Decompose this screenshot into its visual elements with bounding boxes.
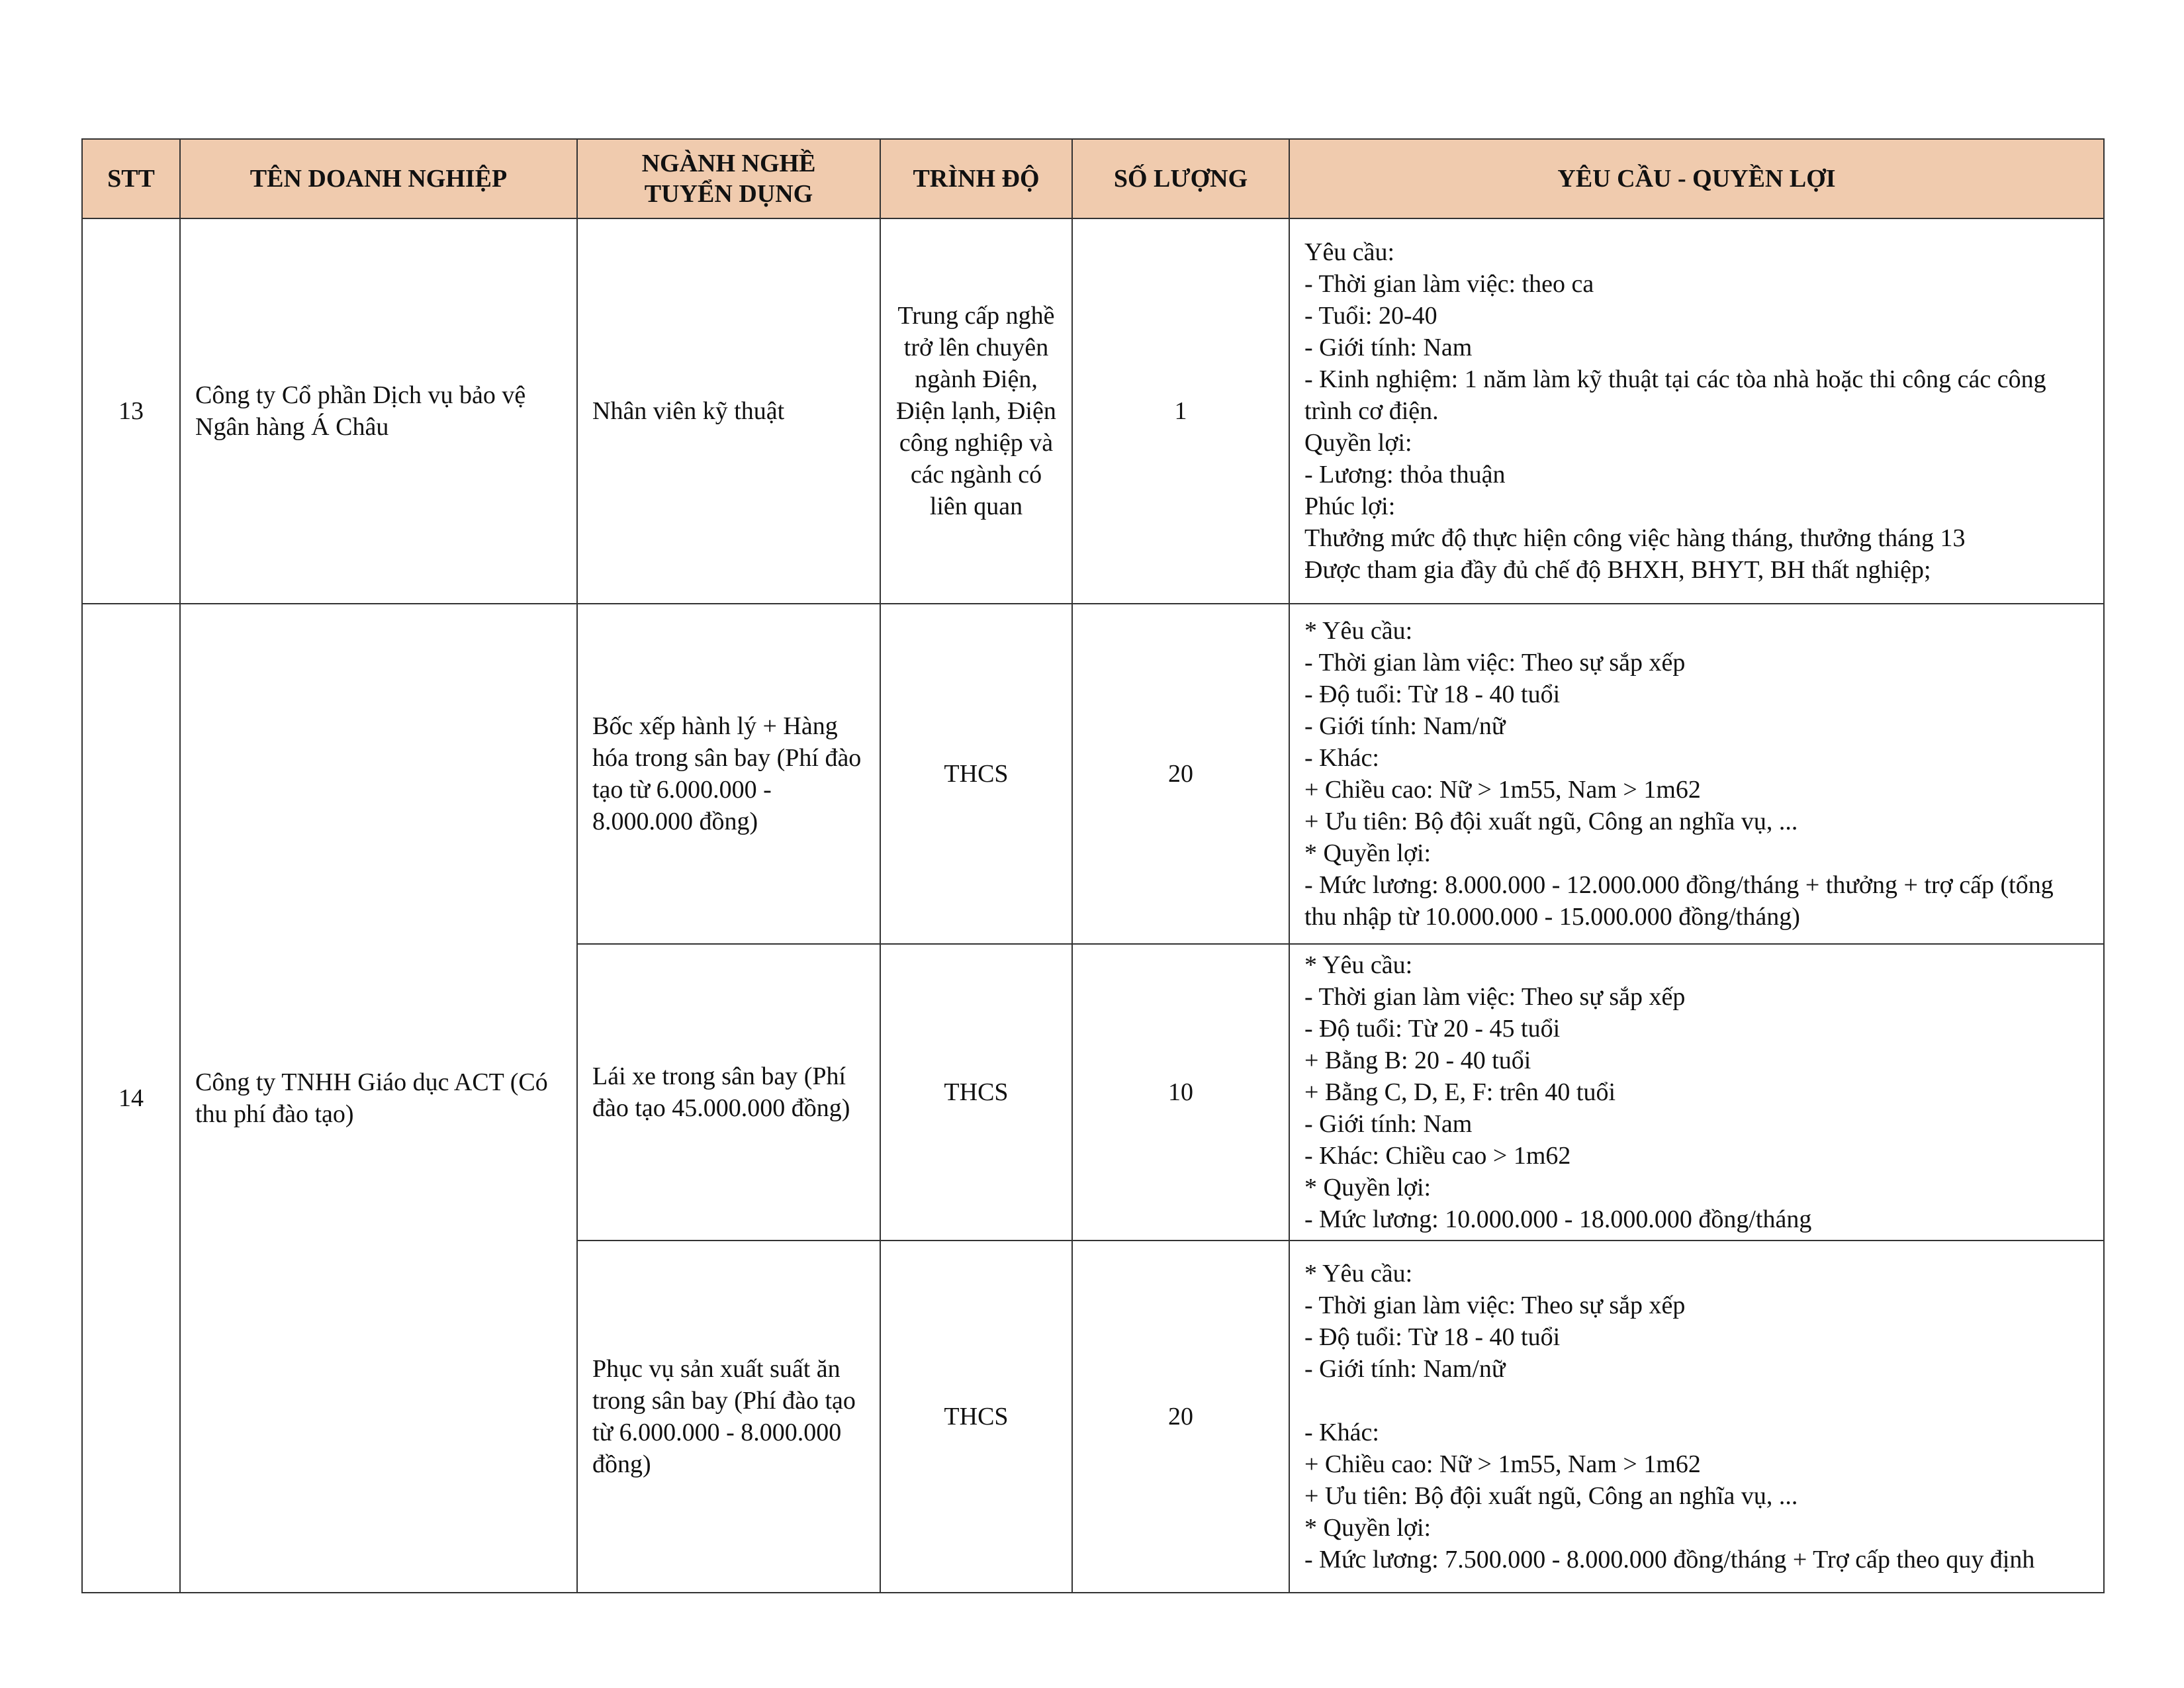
header-quantity: SỐ LƯỢNG [1072,139,1289,218]
table-row [82,218,2104,604]
quantity-cell: 10 [1072,944,1289,1241]
level-cell: Trung cấp nghề trở lên chuyên ngành Điện, Điện lạnh, Điện công nghiệp và các ngành có liên quan [880,218,1072,604]
requirement-line: - Mức lương: 8.000.000 - 12.000.000 đồng/tháng + thưởng + trợ cấp (tổng thu nhập từ 10.000.000 - 15.000.000 đồng/tháng) [1304,871,2060,931]
requirement-line: - Lương: thỏa thuận [1304,461,1506,489]
requirement-line: Phúc lợi: [1304,492,1396,520]
requirement-line: - Thời gian làm việc: theo ca [1304,270,1594,298]
recruitment-table [81,138,2105,1593]
quantity-cell: 1 [1072,218,1289,604]
requirement-line: - Giới tính: Nam [1304,334,1473,361]
requirement-line: - Kinh nghiệm: 1 năm làm kỹ thuật tại các tòa nhà hoặc thi công các công trình cơ điện. [1304,365,2053,425]
requirement-line: + Bằng C, D, E, F: trên 40 tuổi [1304,1078,1616,1106]
requirement-line: * Quyền lợi: [1304,839,1432,867]
occupation-cell: Bốc xếp hành lý + Hàng hóa trong sân bay (Phí đào tạo từ 6.000.000 - 8.000.000 đồng) [577,604,880,944]
requirement-line: - Độ tuổi: Từ 18 - 40 tuổi [1304,1323,1561,1351]
header-requirements: YÊU CẦU - QUYỀN LỢI [1289,139,2104,218]
stt-cell: 13 [82,218,180,604]
requirement-line [1304,1385,2089,1417]
requirement-line: - Độ tuổi: Từ 18 - 40 tuổi [1304,680,1561,708]
requirement-line: - Thời gian làm việc: Theo sự sắp xếp [1304,983,1686,1011]
level-cell: THCS [880,944,1072,1241]
requirement-line: - Khác: [1304,744,1379,772]
requirements-cell [1289,944,2104,1241]
requirement-line: + Ưu tiên: Bộ đội xuất ngũ, Công an nghĩa vụ, ... [1304,1482,1798,1510]
company-cell: Công ty Cổ phần Dịch vụ bảo vệ Ngân hàng Á Châu [180,218,577,604]
occupation-cell: Lái xe trong sân bay (Phí đào tạo 45.000.000 đồng) [577,944,880,1241]
stt-cell: 14 [82,604,180,1593]
requirement-line: - Khác: [1304,1419,1379,1446]
requirement-line: + Bằng B: 20 - 40 tuổi [1304,1047,1531,1074]
requirement-line: - Thời gian làm việc: Theo sự sắp xếp [1304,649,1686,677]
requirement-line: + Chiều cao: Nữ > 1m55, Nam > 1m62 [1304,1450,1701,1478]
requirements-cell [1289,604,2104,944]
header-occupation: NGÀNH NGHỀ TUYỂN DỤNG [577,139,880,218]
occupation-cell: Nhân viên kỹ thuật [577,218,880,604]
requirement-line: * Yêu cầu: [1304,617,1413,645]
requirement-line: - Độ tuổi: Từ 20 - 45 tuổi [1304,1015,1561,1043]
requirement-line: Được tham gia đầy đủ chế độ BHXH, BHYT, BH thất nghiệp; [1304,556,1931,584]
occupation-cell: Phục vụ sản xuất suất ăn trong sân bay (Phí đào tạo từ 6.000.000 - 8.000.000 đồng) [577,1241,880,1593]
requirement-line: - Thời gian làm việc: Theo sự sắp xếp [1304,1291,1686,1319]
requirement-line: - Mức lương: 7.500.000 - 8.000.000 đồng/tháng + Trợ cấp theo quy định [1304,1546,2035,1573]
level-cell: THCS [880,604,1072,944]
requirement-line: * Yêu cầu: [1304,1260,1413,1288]
requirement-line: + Chiều cao: Nữ > 1m55, Nam > 1m62 [1304,776,1701,804]
header-company: TÊN DOANH NGHIỆP [180,139,577,218]
table-row [82,604,2104,944]
requirement-line: * Yêu cầu: [1304,951,1413,979]
header-stt: STT [82,139,180,218]
requirement-line: Quyền lợi: [1304,429,1412,457]
company-cell: Công ty TNHH Giáo dục ACT (Có thu phí đào tạo) [180,604,577,1593]
quantity-cell: 20 [1072,604,1289,944]
requirement-line: Yêu cầu: [1304,238,1395,266]
requirement-line: * Quyền lợi: [1304,1174,1432,1201]
requirement-line: - Giới tính: Nam [1304,1110,1473,1138]
requirement-line: - Mức lương: 10.000.000 - 18.000.000 đồng/tháng [1304,1205,1812,1233]
requirement-line: * Quyền lợi: [1304,1514,1432,1542]
quantity-cell: 20 [1072,1241,1289,1593]
header-level: TRÌNH ĐỘ [880,139,1072,218]
requirement-line: + Ưu tiên: Bộ đội xuất ngũ, Công an nghĩa vụ, ... [1304,808,1798,835]
table-header-row [82,139,2104,218]
requirement-line: - Khác: Chiều cao > 1m62 [1304,1142,1571,1170]
requirement-line: - Giới tính: Nam/nữ [1304,1355,1506,1383]
requirement-line: - Tuổi: 20-40 [1304,302,1437,330]
requirements-cell [1289,1241,2104,1593]
level-cell: THCS [880,1241,1072,1593]
requirement-line: Thưởng mức độ thực hiện công việc hàng tháng, thưởng tháng 13 [1304,524,1966,552]
requirement-line: - Giới tính: Nam/nữ [1304,712,1506,740]
requirements-cell [1289,218,2104,604]
